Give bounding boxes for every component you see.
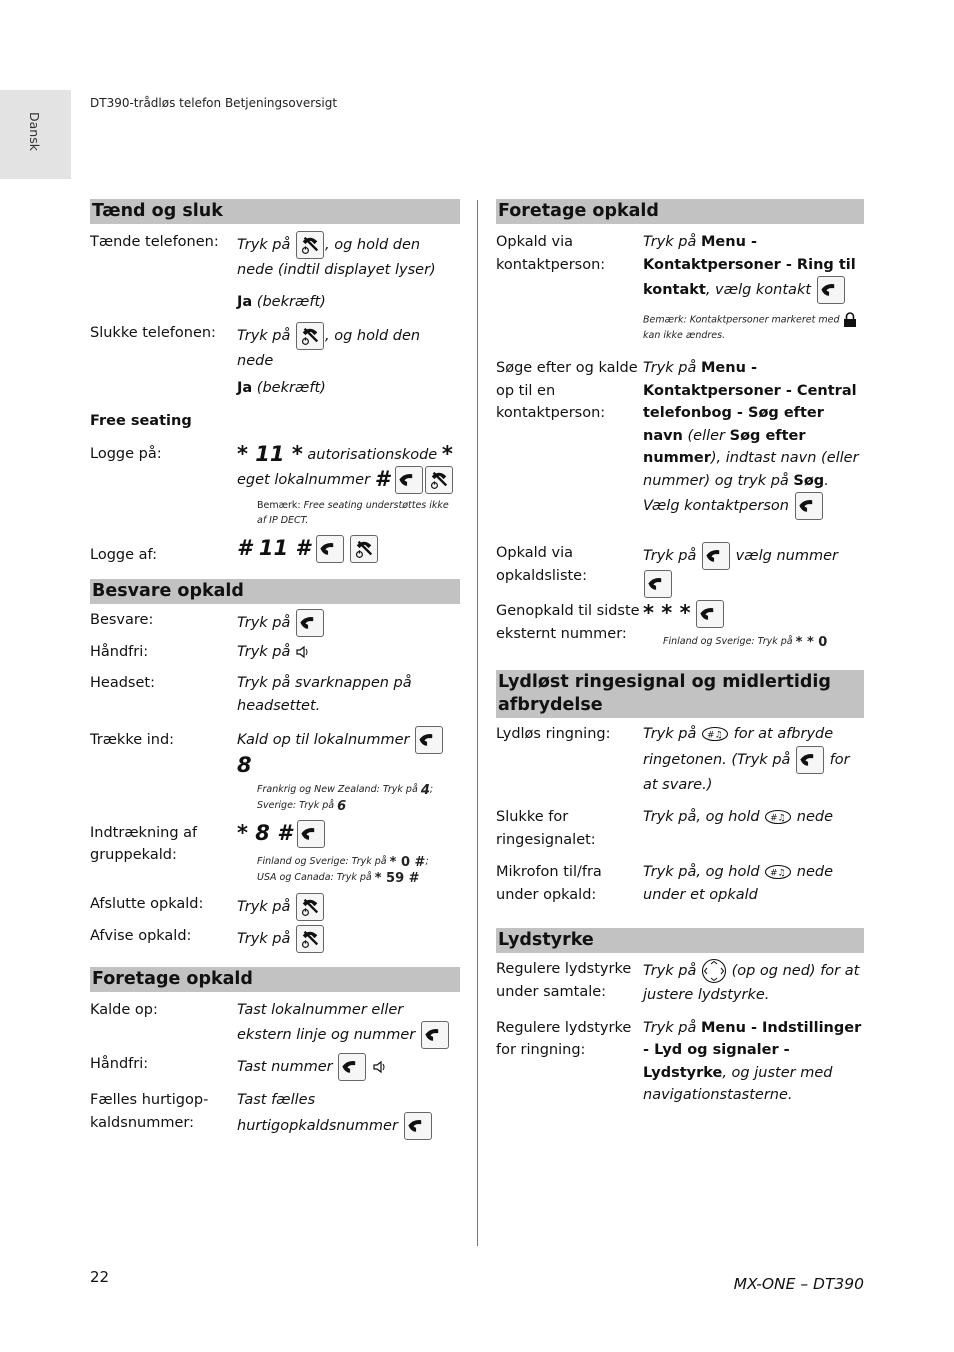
text: (op og ned) for at justere lydstyrke. <box>643 963 860 1003</box>
menu-path: Søg efter nummer <box>643 427 806 466</box>
row-logge-paa <box>90 443 460 495</box>
section-title-foretage-opkald-left: Foretage opkald <box>90 967 460 992</box>
left-column <box>90 199 460 1140</box>
row-value: Tryk på svarknappen på headsettet. <box>237 675 412 714</box>
text: . Vælg kontaktperson <box>643 472 829 514</box>
row-headset <box>90 672 460 717</box>
row-label: Kalde op: <box>90 1001 158 1018</box>
row-label: Besvare: <box>90 611 154 628</box>
row-lydstyrke-ringning <box>496 1017 864 1107</box>
row-label: Opkald via kontaktperson: <box>496 234 606 273</box>
text: (eller <box>682 427 730 444</box>
row-label-empty <box>90 291 237 314</box>
text: , og hold den nede <box>237 328 421 369</box>
note-lead: Bemærk: <box>643 314 690 326</box>
note-text: Free seating understøttes ikke af IP DECT. <box>257 500 449 526</box>
note-text: Kontaktpersoner markeret med <box>689 314 840 326</box>
row-value <box>237 893 460 921</box>
row-label: Opkald via opkaldsliste: <box>496 545 587 584</box>
text: Tryk på <box>237 328 291 344</box>
call-key-icon <box>795 492 823 520</box>
row-taende-telefonen <box>90 231 460 282</box>
text: Tryk på <box>237 930 291 947</box>
text: nede <box>792 809 834 825</box>
call-key-icon <box>644 570 672 598</box>
subheading-free-seating: Free seating <box>90 413 192 429</box>
row-haandfri-opkald <box>90 1053 460 1081</box>
row-label: Fælles hurtigopkaldsnummer: <box>90 1092 209 1131</box>
row-slukke-telefonen <box>90 322 460 373</box>
row-value <box>237 1089 460 1140</box>
call-key-icon <box>296 609 324 637</box>
row-value <box>237 999 460 1050</box>
end-call-key-icon <box>425 466 453 494</box>
row-value <box>237 231 460 282</box>
row-value <box>237 322 460 373</box>
row-afvise-opkald <box>90 925 460 953</box>
call-key-icon <box>395 466 423 494</box>
row-genopkald <box>496 600 864 650</box>
call-key-icon <box>338 1053 366 1081</box>
row-label: Tænde telefonen: <box>90 234 219 250</box>
row-label: Søge efter og kalde op til en kontaktperson: <box>496 360 638 421</box>
text: Tryk på, og hold <box>643 864 760 880</box>
section-title-foretage-opkald-right: Foretage opkald <box>496 199 864 224</box>
page-number: 22 <box>90 1268 110 1286</box>
call-key-icon <box>702 542 730 570</box>
row-label-empty <box>90 377 237 400</box>
note-text: kan ikke ændres. <box>643 330 726 341</box>
note-traekke-ind <box>237 782 460 814</box>
row-value <box>643 958 864 1007</box>
text: Tryk på <box>643 234 701 250</box>
note-key: * 59 # <box>374 870 420 886</box>
end-call-key-icon <box>296 893 324 921</box>
row-value <box>237 443 460 495</box>
note-key: 6 <box>337 798 347 814</box>
text: , og juster med navigationstasterne. <box>643 1064 833 1103</box>
text: Tast fælles hurtigopkaldsnummer <box>237 1092 398 1134</box>
row-indtraekning <box>90 820 460 886</box>
running-head: DT390-trådløs telefon Betjeningsoversigt <box>90 96 338 110</box>
key-sequence: # <box>374 467 390 491</box>
text: Tryk på <box>237 614 291 631</box>
row-bekraeft <box>90 291 460 314</box>
row-faelles-hurtigopkald <box>90 1089 460 1140</box>
call-key-icon <box>404 1112 432 1140</box>
key-sequence: * 11 * <box>237 441 303 466</box>
row-mikrofon <box>496 861 864 906</box>
key-sequence: 8 <box>237 753 252 777</box>
text: , vælg kontakt <box>705 282 812 298</box>
note <box>257 498 460 528</box>
text: Tryk på <box>643 360 701 376</box>
call-key-icon <box>796 746 824 774</box>
svg-text:#♫: #♫ <box>770 868 786 879</box>
row-traekke-ind <box>90 726 460 778</box>
note-text: Finland og Sverige: Tryk på <box>663 636 796 647</box>
call-key-icon <box>421 1021 449 1049</box>
footer-product-title: MX-ONE – DT390 <box>733 1275 864 1293</box>
note <box>663 634 864 650</box>
row-value <box>643 806 864 851</box>
row-value <box>237 609 460 637</box>
text: for at afbryde ringetonen. (Tryk på <box>643 726 834 768</box>
row-label: Afslutte opkald: <box>90 895 204 912</box>
text: Kald op til lokalnummer <box>237 732 410 748</box>
text: nede under et opkald <box>643 864 834 903</box>
text: Tryk på <box>643 1019 701 1036</box>
row-label: Afvise opkald: <box>90 927 192 944</box>
note <box>643 312 864 343</box>
row-bekraeft-2 <box>90 377 460 400</box>
text: Tast nummer <box>237 1059 333 1075</box>
row-afslutte-opkald <box>90 893 460 921</box>
row-soege-kontaktperson <box>496 357 864 520</box>
end-call-key-icon <box>296 322 324 350</box>
section-title-besvare-opkald: Besvare opkald <box>90 579 460 604</box>
row-opkald-via-kontaktperson <box>496 231 864 343</box>
end-call-key-icon <box>296 925 324 953</box>
row-label: Regulere lydstyrke for ringning: <box>496 1019 632 1058</box>
hash-mute-key-icon <box>764 864 792 880</box>
row-value <box>237 291 460 314</box>
row-label: Håndfri: <box>90 643 149 660</box>
key-sequence: * 8 # <box>237 820 292 845</box>
speaker-icon <box>372 1060 386 1074</box>
text: ), indtast navn (eller nummer) og tryk på <box>643 450 859 489</box>
svg-text:#♫: #♫ <box>706 730 723 741</box>
note-text: ; <box>429 783 434 795</box>
note-free-seating <box>237 498 460 528</box>
key-sequence: * <box>441 441 453 466</box>
lock-icon <box>843 312 857 328</box>
row-value <box>237 726 460 778</box>
row-label: Slukke telefonen: <box>90 325 216 341</box>
section-title-lydloest-ringesignal: Lydløst ringesignal og midlertidig afbrydelse <box>496 670 864 718</box>
note-text: Sverige: Tryk på <box>257 799 338 811</box>
row-lydstyrke-samtale <box>496 958 864 1007</box>
note-text: Frankrig og New Zealand: Tryk på <box>257 783 421 795</box>
row-value <box>643 231 864 343</box>
row-logge-af <box>90 535 460 567</box>
text: (bekræft) <box>252 293 326 310</box>
navigation-key-icon <box>701 958 727 984</box>
row-slukke-ringesignal <box>496 806 864 851</box>
row-label: Indtrækning af gruppekald: <box>90 824 198 863</box>
note-text: ; <box>425 855 429 867</box>
confirm-key: Ja <box>237 379 253 396</box>
note-key: 4 <box>420 782 430 798</box>
row-label: Håndfri: <box>90 1056 149 1072</box>
text: Tryk på <box>643 548 697 564</box>
row-value <box>643 861 864 906</box>
row-lydloes-ringning <box>496 723 864 796</box>
row-opkald-via-opkaldsliste <box>496 542 864 598</box>
text: Tryk på <box>643 963 697 979</box>
text: Tryk på <box>237 237 291 253</box>
row-label: Slukke for ringesignalet: <box>496 809 596 848</box>
row-label: Logge på: <box>90 445 162 462</box>
call-key-icon <box>316 535 344 563</box>
note-text: Finland og Sverige: Tryk på <box>257 855 390 867</box>
row-value <box>237 820 460 886</box>
menu-path: Menu - Kontaktpersoner - Central telefonbog - Søg efter navn <box>643 360 857 444</box>
row-value <box>237 535 460 567</box>
note-lead: Bemærk: <box>257 500 304 511</box>
note <box>257 782 460 814</box>
language-tab[interactable] <box>0 90 71 179</box>
menu-path: Menu - Indstillinger - Lyd og signaler - Lydstyrke <box>643 1019 862 1081</box>
key-sequence: * * * <box>643 601 691 625</box>
row-value <box>643 357 864 520</box>
call-key-icon <box>297 820 325 848</box>
text: Tast lokalnummer eller ekstern linje og nummer <box>237 1001 416 1043</box>
text: vælg nummer <box>730 548 838 564</box>
text: for at svare.) <box>643 751 850 793</box>
text: eget lokalnummer <box>237 472 375 488</box>
row-label: Headset: <box>90 675 155 691</box>
text: , og hold den nede (indtil displayet lyser) <box>237 237 436 278</box>
confirm-key: Ja <box>237 293 253 310</box>
row-besvare <box>90 609 460 637</box>
row-label: Mikrofon til/fra under opkald: <box>496 864 602 903</box>
note-key: * * 0 <box>795 635 828 650</box>
row-value <box>237 925 460 953</box>
text: (bekræft) <box>252 379 326 396</box>
row-label: Logge af: <box>90 547 157 563</box>
hash-mute-key-icon <box>701 726 729 742</box>
svg-text:#♫: #♫ <box>770 813 786 824</box>
hash-mute-key-icon <box>764 809 792 825</box>
column-divider <box>477 200 478 1246</box>
menu-path: Menu - Kontaktpersoner - Ring til kontakt <box>643 234 856 298</box>
text: Tryk på <box>237 898 291 915</box>
row-haandfri <box>90 641 460 664</box>
call-key-icon <box>817 276 845 304</box>
note-key: * 0 # <box>389 854 426 870</box>
note-text: USA og Canada: Tryk på <box>257 871 375 883</box>
section-title-lydstyrke: Lydstyrke <box>496 928 864 953</box>
speaker-icon <box>295 645 309 659</box>
row-value <box>643 723 864 796</box>
text: Tryk på <box>237 643 291 660</box>
section-title-taend-og-sluk: Tænd og sluk <box>90 199 460 224</box>
text: Tryk på, og hold <box>643 809 760 825</box>
text: Tryk på <box>643 726 697 742</box>
note <box>257 854 460 886</box>
row-value <box>643 1017 864 1107</box>
language-tab-label: Dansk <box>27 112 42 151</box>
call-key-icon <box>415 726 443 754</box>
end-call-key-icon <box>296 231 324 259</box>
right-column <box>496 199 864 1107</box>
row-value <box>237 1053 460 1081</box>
row-label: Trække ind: <box>90 732 175 748</box>
row-kalde-op <box>90 999 460 1050</box>
row-value <box>237 641 460 664</box>
text: autorisationskode <box>302 446 442 463</box>
menu-path: Søg <box>793 472 825 489</box>
row-label: Genopkald til sidste eksternt nummer: <box>496 603 640 642</box>
row-value <box>643 542 864 598</box>
key-sequence: # 11 # <box>237 536 311 560</box>
row-value <box>643 600 864 650</box>
row-value <box>237 377 460 400</box>
row-label: Lydløs ringning: <box>496 726 611 742</box>
call-key-icon <box>696 600 724 628</box>
end-call-key-icon <box>350 535 378 563</box>
row-label: Regulere lydstyrke under samtale: <box>496 961 632 1000</box>
